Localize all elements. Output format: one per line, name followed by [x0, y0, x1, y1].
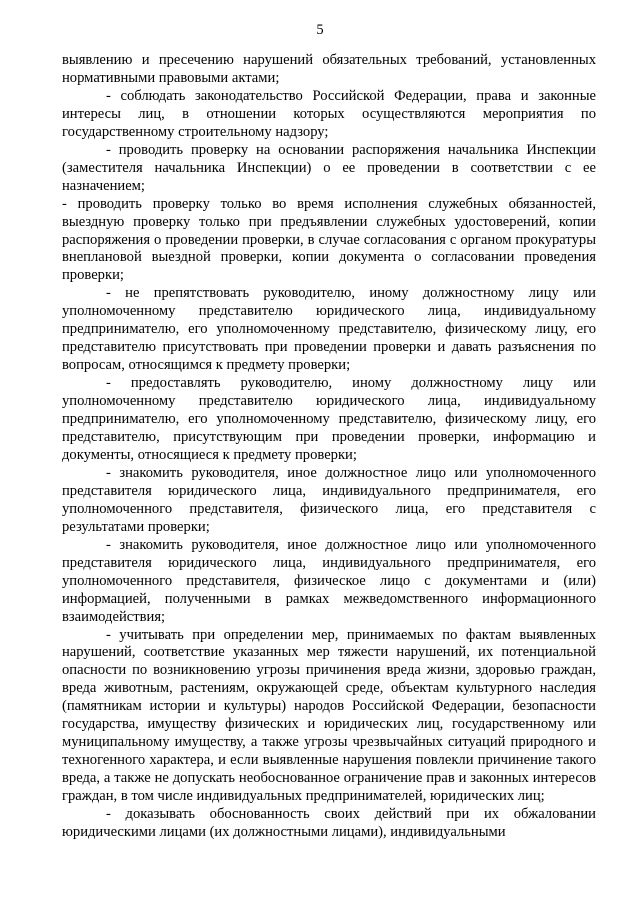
document-body: [62, 52, 596, 842]
paragraph-inspection-by-order: - проводить проверку на основании распоряжения начальника Инспекции (заместителя начальника Инспекции) о ее проведении в соответствии с ее назначением;: [62, 141, 596, 194]
paragraph-prove-validity: - доказывать обоснованность своих действий при их обжаловании юридическими лицами (их должностными лицами), индивидуальными: [62, 806, 596, 840]
paragraph-comply-legislation: - соблюдать законодательство Российской Федерации, права и законные интересы лиц, в отношении которых осуществляются мероприятия по государственному строительному надзору;: [62, 87, 596, 140]
paragraph-inspection-during-duties: - проводить проверку только во время исполнения служебных обязанностей, выездную проверку только при предъявлении служебных удостоверений, копии распоряжения о проведении проверки, в случае согласования с органом прокуратуры внеплановой выездной проверки, копии документа о согласовании проведения проверки;: [62, 195, 596, 284]
paragraph-acquaint-results: - знакомить руководителя, иное должностное лицо или уполномоченного представителя юридического лица, индивидуального предпринимателя, его уполномоченного представителя, физического лица, его представителя с результатами проверки;: [62, 464, 596, 535]
paragraph-not-obstruct: - не препятствовать руководителю, иному должностному лицу или уполномоченному представителю юридического лица, индивидуальному предпринимателю, его уполномоченному представителю, физическому лицу, его представителю присутствовать при проведении проверки и давать разъяснения по вопросам, относящимся к предмету проверки;: [62, 285, 596, 374]
paragraph-provide-information: - предоставлять руководителю, иному должностному лицу или уполномоченному представителю юридического лица, индивидуальному предпринимателю, его уполномоченному представителю, физическому лицу, его представителю, присутствующим при проведении проверки, информацию и документы, относящиеся к предмету проверки;: [62, 375, 596, 463]
page-number: 5: [316, 22, 324, 38]
paragraph-continuation: выявлению и пресечению нарушений обязательных требований, установленных нормативными правовыми актами;: [62, 52, 596, 86]
paragraph-consider-measures: - учитывать при определении мер, принимаемых по фактам выявленных нарушений, соответствие указанных мер тяжести нарушений, их потенциальной опасности по возникновению угрозы причинения вреда жизни, здоровью граждан, вреда животным, растениям, окружающей среде, объектам культурного наследия (памятникам истории и культуры) народов Российской Федерации, безопасности государства, имуществу физических и юридических лиц, государственному или муниципальному имуществу, а также угрозы чрезвычайных ситуаций природного и техногенного характера, и если выявленные нарушения повлекли причинение такого вреда, а также не допускать необоснованное ограничение прав и законных интересов граждан, в том числе индивидуальных предпринимателей, юридических лиц;: [62, 626, 596, 805]
paragraph-acquaint-documents: - знакомить руководителя, иное должностное лицо или уполномоченного представителя юридического лица, индивидуального предпринимателя, его уполномоченного представителя, физическое лицо с документами и (или) информацией, полученными в рамках межведомственного информационного взаимодействия;: [62, 536, 596, 625]
